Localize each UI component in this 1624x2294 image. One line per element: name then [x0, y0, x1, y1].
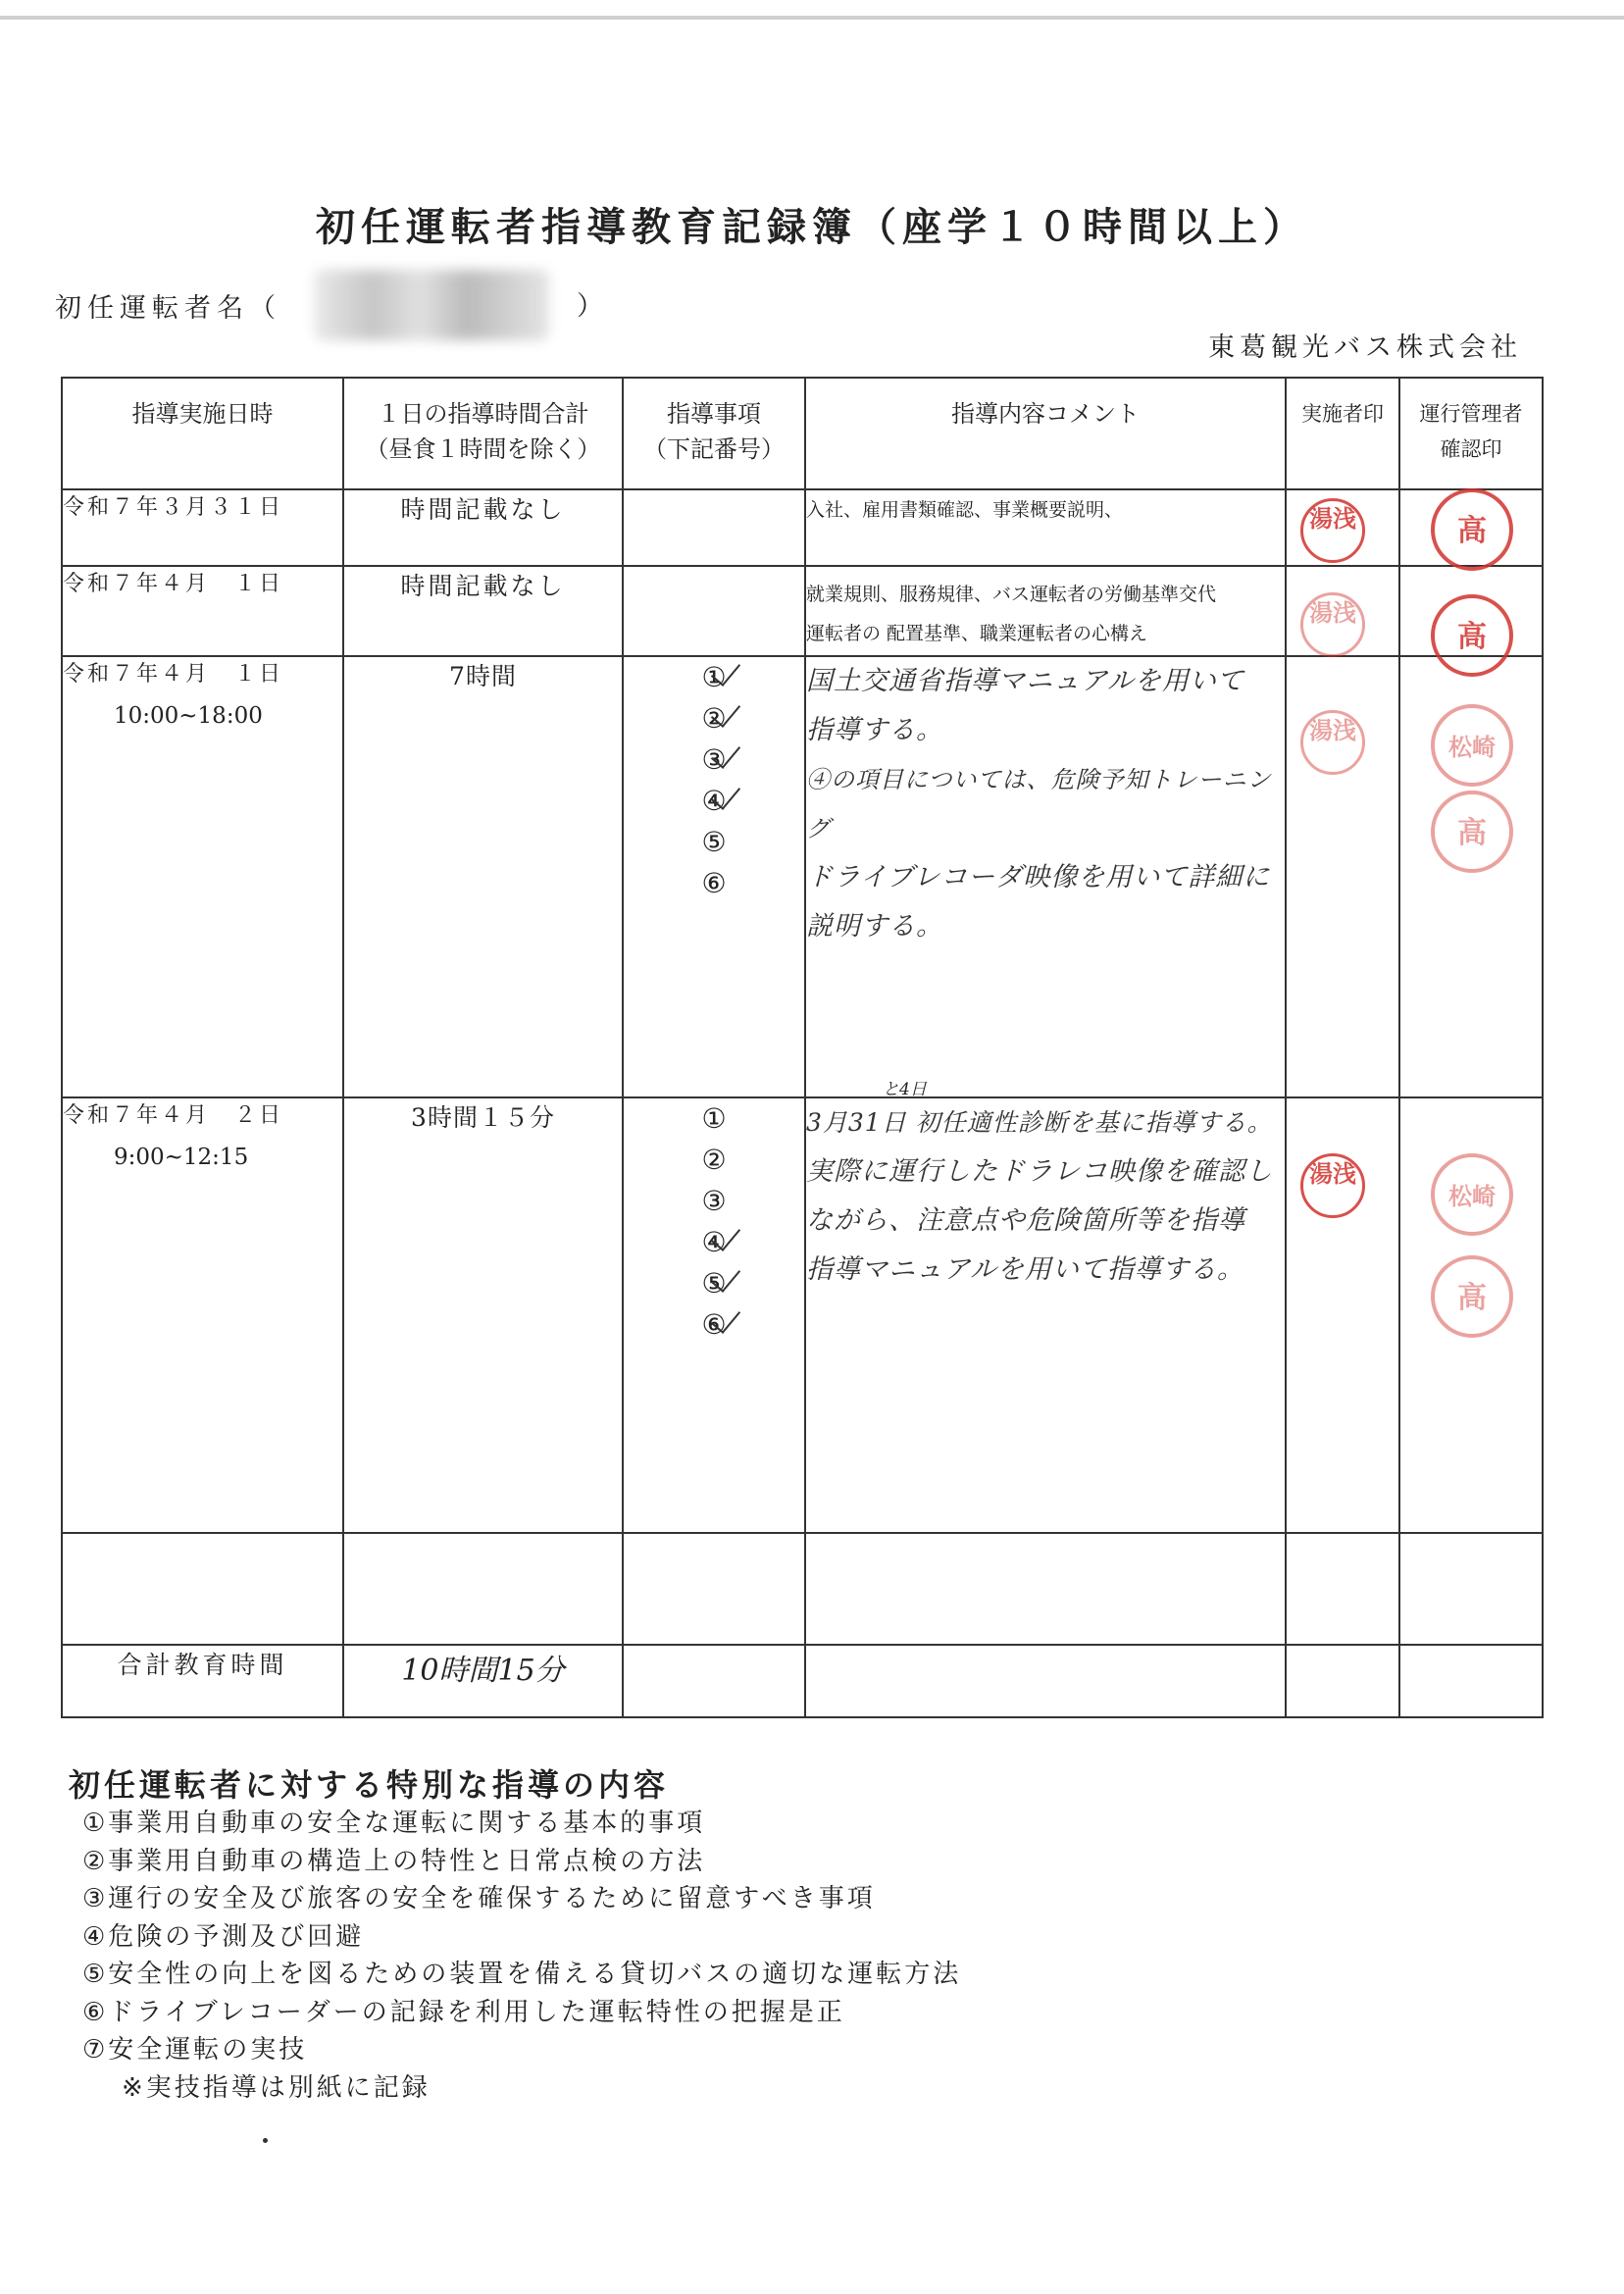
row-date: 令和７年４月 １日 10:00~18:00 [62, 656, 343, 1097]
table-total-row [62, 1645, 1543, 1717]
list-item: ⑥ドライブレコーダーの記録を利用した運転特性の把握是正 [82, 1997, 845, 2027]
item-number: ⑥ [701, 867, 727, 899]
manager-seal-stamp: 高 [1431, 594, 1513, 677]
instructor-seal-stamp: 湯浅 [1300, 498, 1365, 563]
list-note: ※実技指導は別紙に記録 [122, 2072, 431, 2103]
manager-seal-stamp: 高 [1431, 488, 1513, 571]
item-number: ⑤ [624, 1263, 804, 1304]
instructor-seal-stamp: 湯浅 [1300, 1153, 1365, 1218]
header-items: 指導事項 （下記番号） [623, 378, 805, 489]
item-number: ③ [701, 1185, 727, 1217]
table-header-row [62, 378, 1543, 489]
driver-name-label: 初任運転者名（ [55, 293, 281, 324]
header-manager-seal: 運行管理者 確認印 [1399, 378, 1543, 489]
item-number: ③ [624, 739, 804, 781]
item-number: ⑥ [624, 1304, 804, 1346]
scan-top-edge [0, 16, 1624, 20]
row-hours: 時間記載なし [343, 489, 623, 566]
table-row-empty [62, 1533, 1543, 1645]
instructor-seal-stamp: 湯浅 [1300, 710, 1365, 775]
manager-seal-stamp: 松崎 [1431, 1153, 1513, 1236]
header-date: 指導実施日時 [62, 378, 343, 489]
total-value: 10時間15分 [343, 1645, 623, 1717]
row-date: 令和７年３月３１日 [62, 489, 343, 566]
document-title: 初任運転者指導教育記録簿（座学１０時間以上） [316, 205, 1308, 250]
instructor-seal-stamp: 湯浅 [1300, 592, 1365, 657]
item-number: ② [701, 1144, 727, 1176]
row-items [623, 1097, 805, 1533]
row-time: 9:00~12:15 [114, 1145, 249, 1170]
row-date: 令和７年４月 １日 [62, 566, 343, 656]
manager-seal-stamp: 高 [1431, 1255, 1513, 1338]
list-item: ⑤安全性の向上を図るための装置を備える貸切バスの適切な運転方法 [82, 1960, 962, 1989]
manager-seal-stamp: 松崎 [1431, 704, 1513, 787]
special-instruction-title: 初任運転者に対する特別な指導の内容 [69, 1766, 670, 1804]
item-number: ② [624, 698, 804, 739]
row-handwritten-comment: 3月31日 初任適性診断を基に指導する。 実際に運行したドラレコ映像を確認し ながら、注意点や危険箇所等を指導 指導マニュアルを用いて指導する。 [805, 1097, 1286, 1533]
row-date: 令和７年４月 ２日 9:00~12:15 [62, 1097, 343, 1533]
row-hours: 時間記載なし [343, 566, 623, 656]
item-number: ④ [624, 781, 804, 822]
item-number: ⑤ [701, 826, 727, 858]
training-record-table [61, 377, 1544, 1718]
row-time: 10:00~18:00 [114, 703, 263, 729]
row-items [623, 566, 805, 656]
company-name: 東葛観光バス株式会社 [1208, 332, 1522, 363]
row-handwritten-comment: 国土交通省指導マニュアルを用いて 指導する。 ④の項目については、危険予知トレーニング ドライブレコーダ映像を用いて詳細に 説明する。 [805, 656, 1286, 1097]
header-comment: 指導内容コメント [805, 378, 1286, 489]
item-number: ① [624, 657, 804, 698]
scan-speck [263, 2138, 268, 2143]
total-label: 合計教育時間 [62, 1645, 343, 1717]
list-item: ①事業用自動車の安全な運転に関する基本的事項 [82, 1809, 706, 1838]
row-items [623, 656, 805, 1097]
row-hours: 7時間 [343, 656, 623, 1097]
list-item: ③運行の安全及び旅客の安全を確保するために留意すべき事項 [82, 1884, 876, 1913]
list-item: ②事業用自動車の構造上の特性と日常点検の方法 [82, 1846, 706, 1876]
row-hours: 3時間１５分 [343, 1097, 623, 1533]
item-number: ① [701, 1102, 727, 1135]
header-instructor-seal: 実施者印 [1286, 378, 1399, 489]
header-hours: １日の指導時間合計 （昼食１時間を除く） [343, 378, 623, 489]
item-number: ④ [624, 1222, 804, 1263]
row-comment: 入社、雇用書類確認、事業概要説明、 [805, 489, 1286, 566]
list-item: ⑦安全運転の実技 [82, 2035, 308, 2065]
special-instruction-list [82, 1805, 961, 2107]
row-comment: 就業規則、服務規律、バス運転者の労働基準交代 運転者の 配置基準、職業運転者の心構え [805, 566, 1286, 656]
handwritten-insertion: と4日 [883, 1080, 927, 1099]
row-items [623, 489, 805, 566]
list-item: ④危険の予測及び回避 [82, 1921, 365, 1952]
driver-name-close: ） [577, 291, 603, 322]
redacted-driver-name [314, 270, 549, 340]
manager-seal-stamp: 高 [1431, 790, 1513, 873]
